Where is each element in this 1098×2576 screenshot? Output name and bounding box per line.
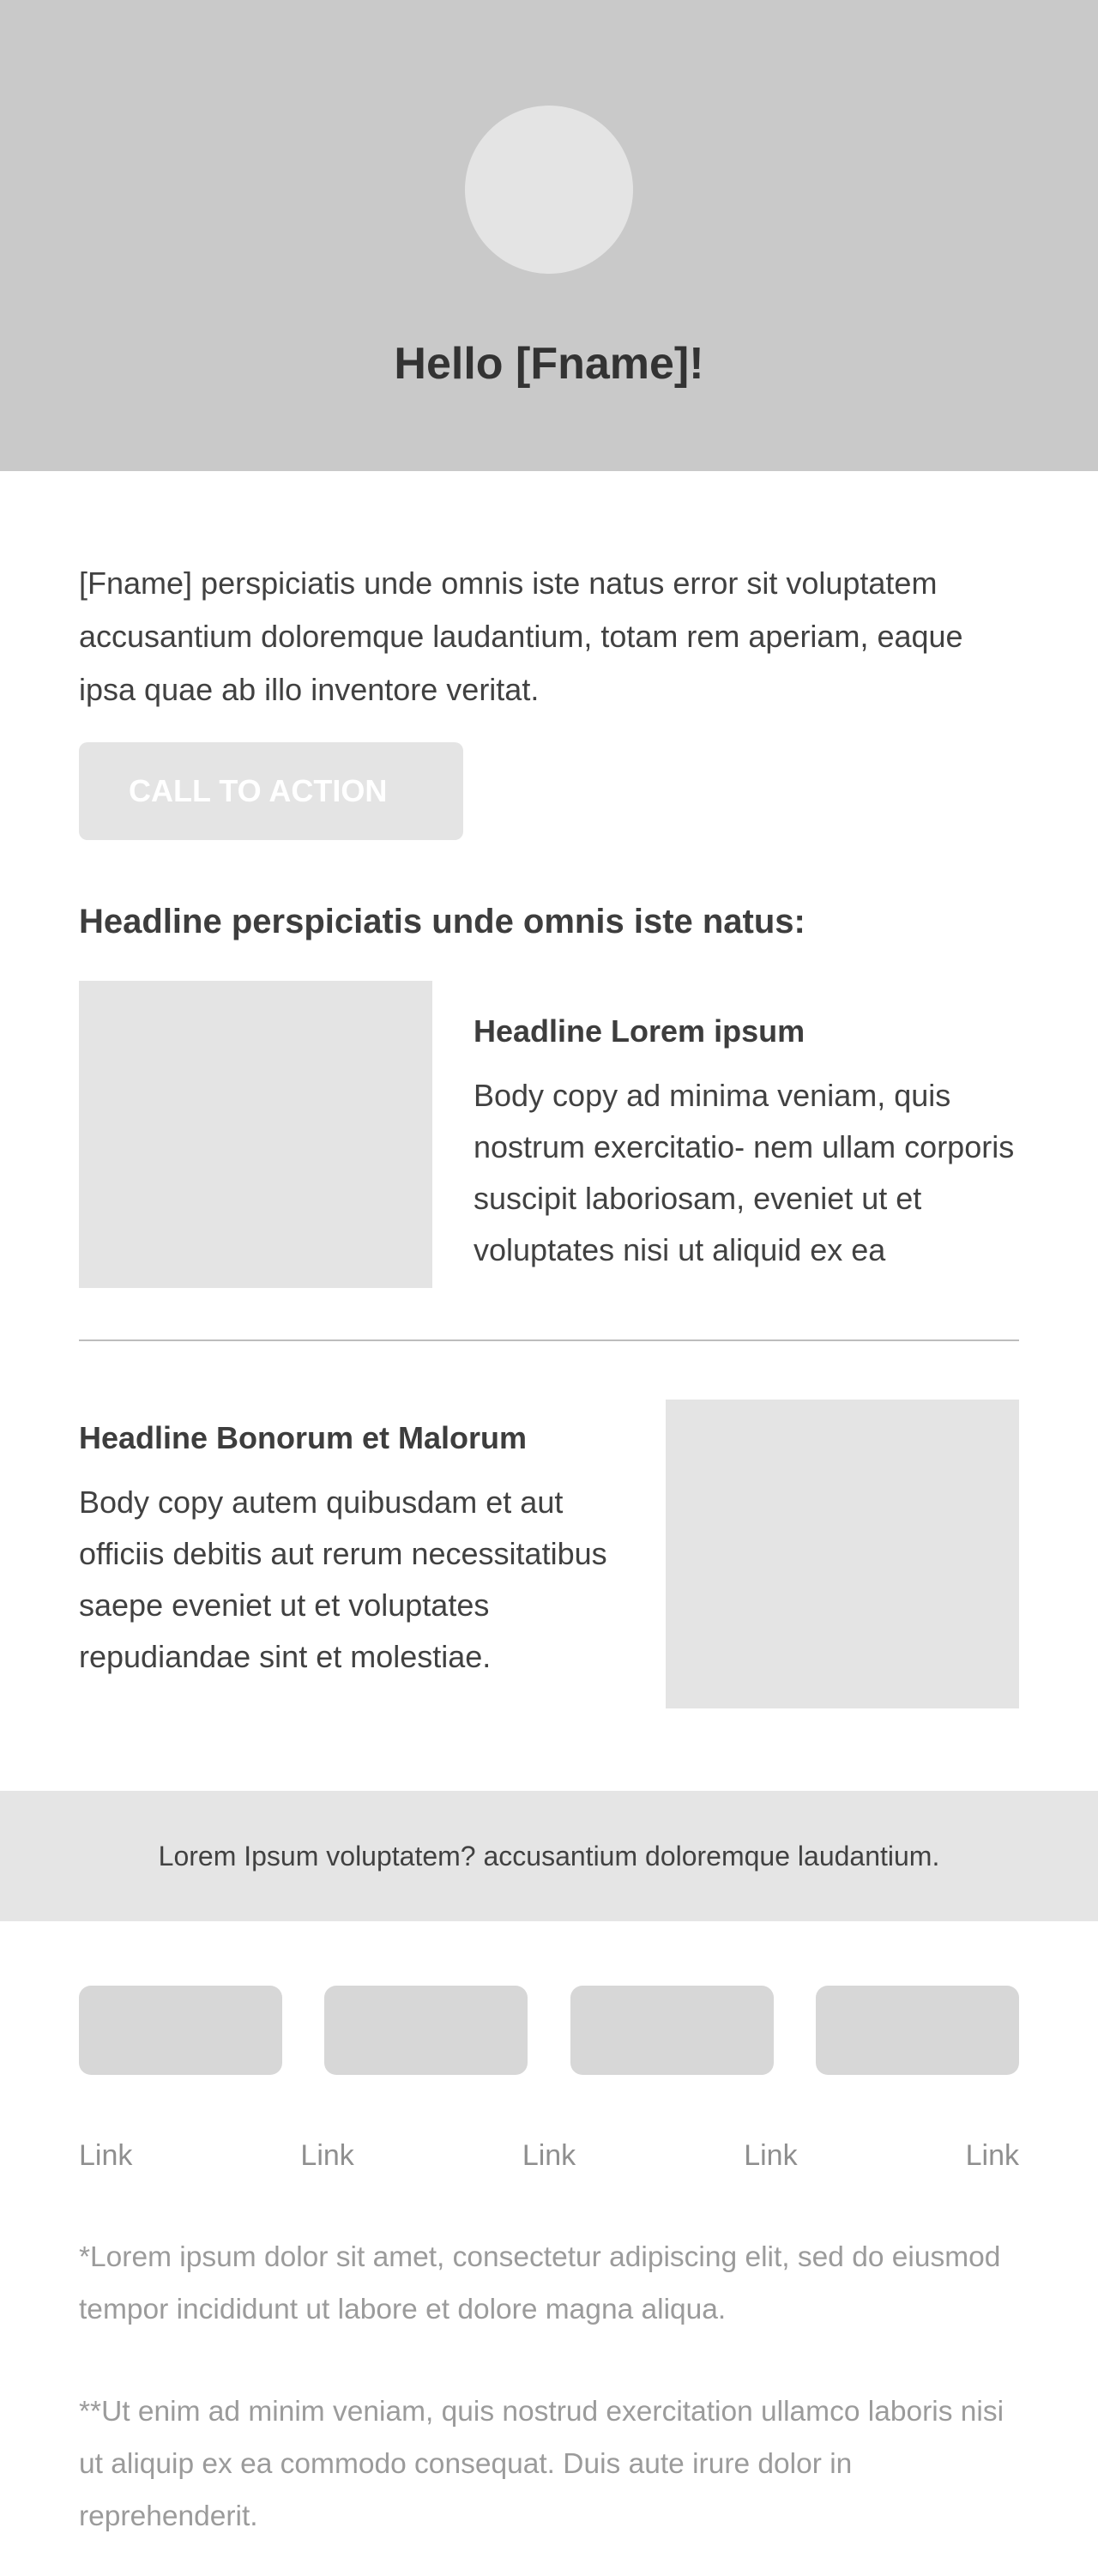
footer-link-4[interactable]: Link (744, 2139, 798, 2172)
footnote-2: **Ut enim ad minim veniam, quis nostrud exercitation ullamco laboris nisi ut aliquip ex ea commodo consequat. Duis aute irure dolor in reprehenderit. (79, 2396, 1004, 2532)
footer (79, 1986, 1019, 2576)
highlight-banner (0, 1791, 1098, 1921)
feature-body-1: Body copy ad minima veniam, quis nostrum exercitatio- nem ullam corporis suscipit laboriosam, eveniet ut et voluptates nisi ut aliquid ex ea (474, 1078, 1015, 1267)
badge-row (79, 1986, 1019, 2075)
call-to-action-button[interactable]: CALL TO ACTION (79, 742, 463, 840)
footnote-1: *Lorem ipsum dolor sit amet, consectetur adipiscing elit, sed do eiusmod tempor incididunt ut labore et dolore magna aliqua. (79, 2241, 1001, 2325)
badge-placeholder-1[interactable] (79, 1986, 282, 2075)
footer-link-1[interactable]: Link (79, 2139, 133, 2172)
feature-row-2 (79, 1400, 1019, 1708)
main-content (79, 557, 1019, 1708)
intro-paragraph: [Fname] perspiciatis unde omnis iste natus error sit voluptatem accusantium doloremque laudantium, totam rem aperiam, eaque ipsa quae ab illo inventore veritat. (79, 565, 963, 707)
hero-header (0, 0, 1098, 471)
feature-image-placeholder-1 (79, 981, 432, 1288)
feature-headline-2: Headline Bonorum et Malorum (79, 1420, 528, 1455)
section-headline: Headline perspiciatis unde omnis iste natus: (79, 903, 805, 940)
feature-image-placeholder-2 (666, 1400, 1019, 1708)
divider (79, 1339, 1019, 1341)
feature-text-1 (474, 981, 1019, 1288)
footer-links-row (79, 2137, 1019, 2174)
badge-placeholder-4[interactable] (816, 1986, 1019, 2075)
feature-text-2 (79, 1400, 624, 1708)
avatar (465, 106, 633, 274)
feature-row-1 (79, 981, 1019, 1288)
feature-headline-1: Headline Lorem ipsum (474, 1013, 805, 1049)
footer-link-5[interactable]: Link (965, 2139, 1019, 2172)
banner-text: Lorem Ipsum voluptatem? accusantium doloremque laudantium. (158, 1840, 940, 1872)
badge-placeholder-2[interactable] (324, 1986, 528, 2075)
feature-body-2: Body copy autem quibusdam et aut officiis debitis aut rerum necessitatibus saepe eveniet ut et voluptates repudiandae sint et molestiae. (79, 1485, 607, 1674)
footer-link-3[interactable]: Link (522, 2139, 576, 2172)
badge-placeholder-3[interactable] (570, 1986, 774, 2075)
greeting-heading: Hello [Fname]! (394, 339, 704, 389)
footer-link-2[interactable]: Link (300, 2139, 354, 2172)
